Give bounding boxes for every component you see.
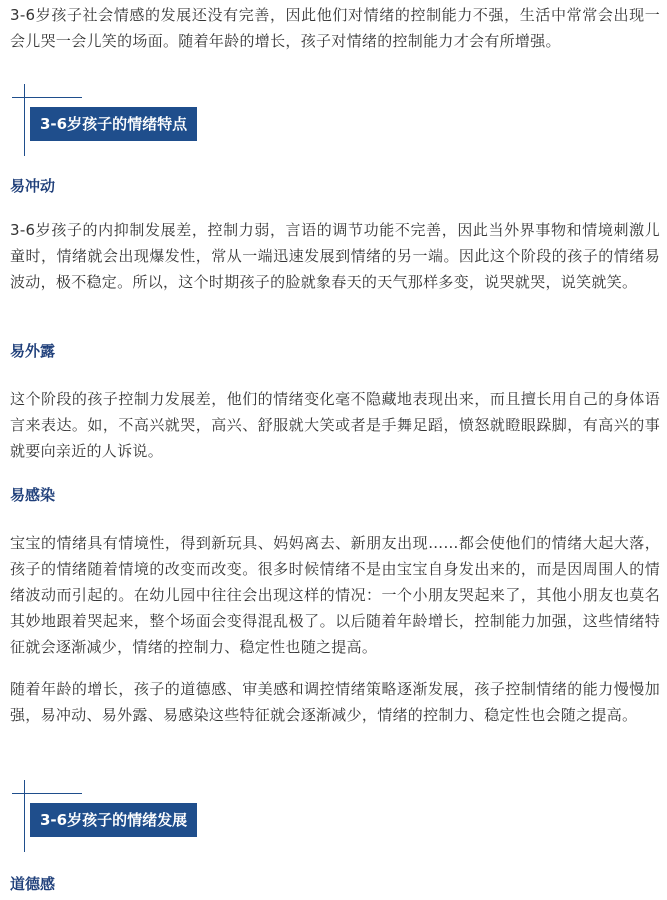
header-decor-horizontal-line: [12, 793, 82, 794]
intro-paragraph: 3-6岁孩子社会情感的发展还没有完善，因此他们对情绪的控制能力不强，生活中常常会出现一会儿哭一会儿笑的场面。随着年龄的增长，孩子对情绪的控制能力才会有所增强。: [10, 6, 660, 50]
subheading-impulsive: 易冲动: [10, 177, 56, 195]
subheading-expressive: 易外露: [10, 342, 56, 360]
section-title: 3-6岁孩子的情绪特点: [30, 107, 197, 141]
section-header-characteristics: [12, 84, 212, 156]
subheading-moral-sense: 道德感: [10, 875, 56, 893]
header-decor-horizontal-line: [12, 97, 82, 98]
section-header-development: [12, 780, 212, 852]
paragraph-impulsive: 3-6岁孩子的内抑制发展差，控制力弱，言语的调节功能不完善，因此当外界事物和情境刺激儿童时，情绪就会出现爆发性，常从一端迅速发展到情绪的另一端。因此这个阶段的孩子的情绪易波动，极不稳定。所以，这个时期孩子的脸就象春天的天气那样多变，说哭就哭，说笑就笑。: [10, 221, 660, 291]
paragraph-contagious: 宝宝的情绪具有情境性，得到新玩具、妈妈离去、新朋友出现……都会使他们的情绪大起大落，孩子的情绪随着情境的改变而改变。很多时候情绪不是由宝宝自身发出来的，而是因周围人的情绪波动而引起的。在幼儿园中往往会出现这样的情况：一个小朋友哭起来了，其他小朋友也莫名其妙地跟着哭起来，整个场面会变得混乱极了。以后随着年龄增长，控制能力加强，这些情绪特征就会逐渐减少，情绪的控制力、稳定性也随之提高。: [10, 534, 660, 656]
header-decor-vertical-line: [24, 84, 25, 156]
header-decor-vertical-line: [24, 780, 25, 852]
subheading-contagious: 易感染: [10, 486, 56, 504]
paragraph-expressive: 这个阶段的孩子控制力发展差，他们的情绪变化毫不隐藏地表现出来，而且擅长用自己的身体语言来表达。如，不高兴就哭，高兴、舒服就大笑或者是手舞足蹈，愤怒就瞪眼跺脚，有高兴的事就要向亲近的人诉说。: [10, 390, 660, 460]
section-title: 3-6岁孩子的情绪发展: [30, 803, 197, 837]
summary-paragraph: 随着年龄的增长，孩子的道德感、审美感和调控情绪策略逐渐发展，孩子控制情绪的能力慢慢加强，易冲动、易外露、易感染这些特征就会逐渐减少，情绪的控制力、稳定性也会随之提高。: [10, 680, 660, 724]
